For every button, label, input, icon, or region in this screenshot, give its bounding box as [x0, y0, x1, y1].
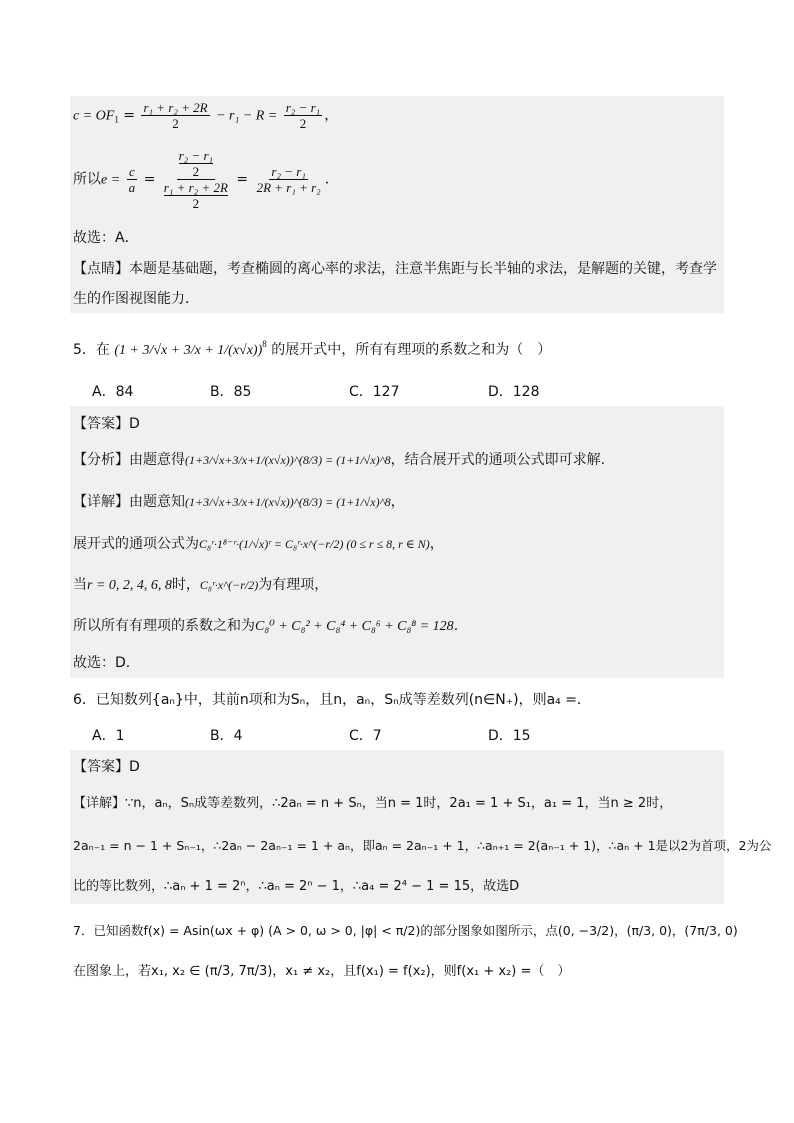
c-fraction-1: $\frac{\text{r₁ + r₂ + 2R}}{2}$ [143, 100, 208, 131]
comment-line-1: 【点睛】本题是基础题，考查椭圆的离心率的求法，注意半焦距与长半轴的求法，是解题的关键，考查学 [73, 261, 717, 277]
q6-answer: 【答案】D [73, 759, 140, 775]
q5-sum: 所以所有有理项的系数之和为C₈⁰ + C₈² + C₈⁴ + C₈⁶ + C₈⁸ = 128. [73, 618, 459, 634]
question-6-stem: 6．已知数列{aₙ}中，其前n项和为Sₙ，且n，aₙ，Sₙ成等差数列(n∈N₊)，则a₄ =． [73, 692, 591, 708]
q5-option-a: A．84 [92, 384, 134, 400]
e-compound-fraction: r₂ − r₁ 2 r₁ + r₂ + 2R 2 [163, 148, 228, 211]
e-fraction-ca: $\frac{c}{a}$ [128, 164, 136, 195]
q5-option-c: C．127 [349, 384, 400, 400]
q5-option-b: B．85 [210, 384, 252, 400]
q6-detail-1: 【详解】∵n，aₙ，Sₙ成等差数列，∴2aₙ = n + Sₙ，当n = 1时，2a₁ = 1 + S₁，a₁ = 1，当n ≥ 2时， [73, 796, 673, 811]
solution-line-c: $c = OF_1$ = $\frac{\text{r₁ + r₂ + 2R}}{2}$ − r₁ − R = $\frac{\text{r₂ − r₁}}{2}$ ， [73, 100, 339, 131]
comment-line-2: 生的作图视图能力． [73, 291, 199, 307]
c-fraction-2: $\frac{\text{r₂ − r₁}}{2}$ [285, 100, 321, 131]
q5-expression: (1 + 3/√x + 3/x + 1/(x√x)) [114, 343, 263, 358]
question-5-stem: 5．在 $(1 + 3/√x + 3/x + 1/(x√x))^8$ 的展开式中，所有有理项的系数之和为（ ） [73, 339, 552, 358]
e-result-fraction: $\frac{\text{r₂ − r₁}}{\text{2R + r₁ + r₂}}$ [256, 164, 321, 195]
solution-line-e: 所以e = $\frac{c}{a}$ = r₂ − r₁ 2 r₁ + r₂ + 2R 2 = $\frac{\text{r₂ − r₁}}{\text{2R + r₁ + r₂}}$ ． [73, 148, 339, 211]
q6-option-a: A．1 [92, 728, 125, 744]
q6-option-b: B．4 [210, 728, 243, 744]
question-7-line-2: 在图象上，若x₁, x₂ ∈ (π/3, 7π/3)，x₁ ≠ x₂，且f(x₁) = f(x₂)，则f(x₁ + x₂) =（ ） [73, 964, 571, 979]
q5-when: 当r = 0, 2, 4, 6, 8时，C₈ʳ·x^(−r/2)为有理项， [73, 577, 329, 593]
q5-choice: 故选：D. [73, 655, 131, 671]
question-7-line-1: 7．已知函数f(x) = Asin(ωx + φ) (A > 0, ω > 0, |φ| < π/2)的部分图象如图所示，点(0, −3/2)，(π/3, 0)，(7π/3, 0) [73, 923, 738, 938]
q5-detail: 【详解】由题意知(1+3/√x+3/x+1/(x√x))^(8/3) = (1+1/√x)^8， [73, 494, 405, 510]
c-prefix: c = OF [73, 108, 115, 124]
q6-option-c: C．7 [349, 728, 382, 744]
q6-detail-3: 比的等比数列，∴aₙ + 1 = 2ⁿ，∴aₙ = 2ⁿ − 1，∴a₄ = 2⁴ − 1 = 15，故选D [73, 879, 520, 894]
q5-option-d: D．128 [488, 384, 540, 400]
solution-choice-q4: 故选：A． [73, 230, 139, 246]
q6-option-d: D．15 [488, 728, 531, 744]
q5-answer: 【答案】D [73, 416, 140, 432]
q5-analysis: 【分析】由题意得(1+3/√x+3/x+1/(x√x))^(8/3) = (1+1/√x)^8，结合展开式的通项公式即可求解. [73, 452, 606, 468]
q5-general-term: 展开式的通项公式为C₈ʳ·1⁸⁻ʳ·(1/√x)ʳ = C₈ʳ·x^(−r/2) (0 ≤ r ≤ 8, r ∈ N)， [73, 536, 444, 552]
q6-detail-2: 2aₙ₋₁ = n − 1 + Sₙ₋₁，∴2aₙ − 2aₙ₋₁ = 1 + aₙ，即aₙ = 2aₙ₋₁ + 1，∴aₙ₊₁ = 2(aₙ₋₁ + 1)，∴aₙ + 1是以2为首项，2为公 [73, 838, 772, 853]
